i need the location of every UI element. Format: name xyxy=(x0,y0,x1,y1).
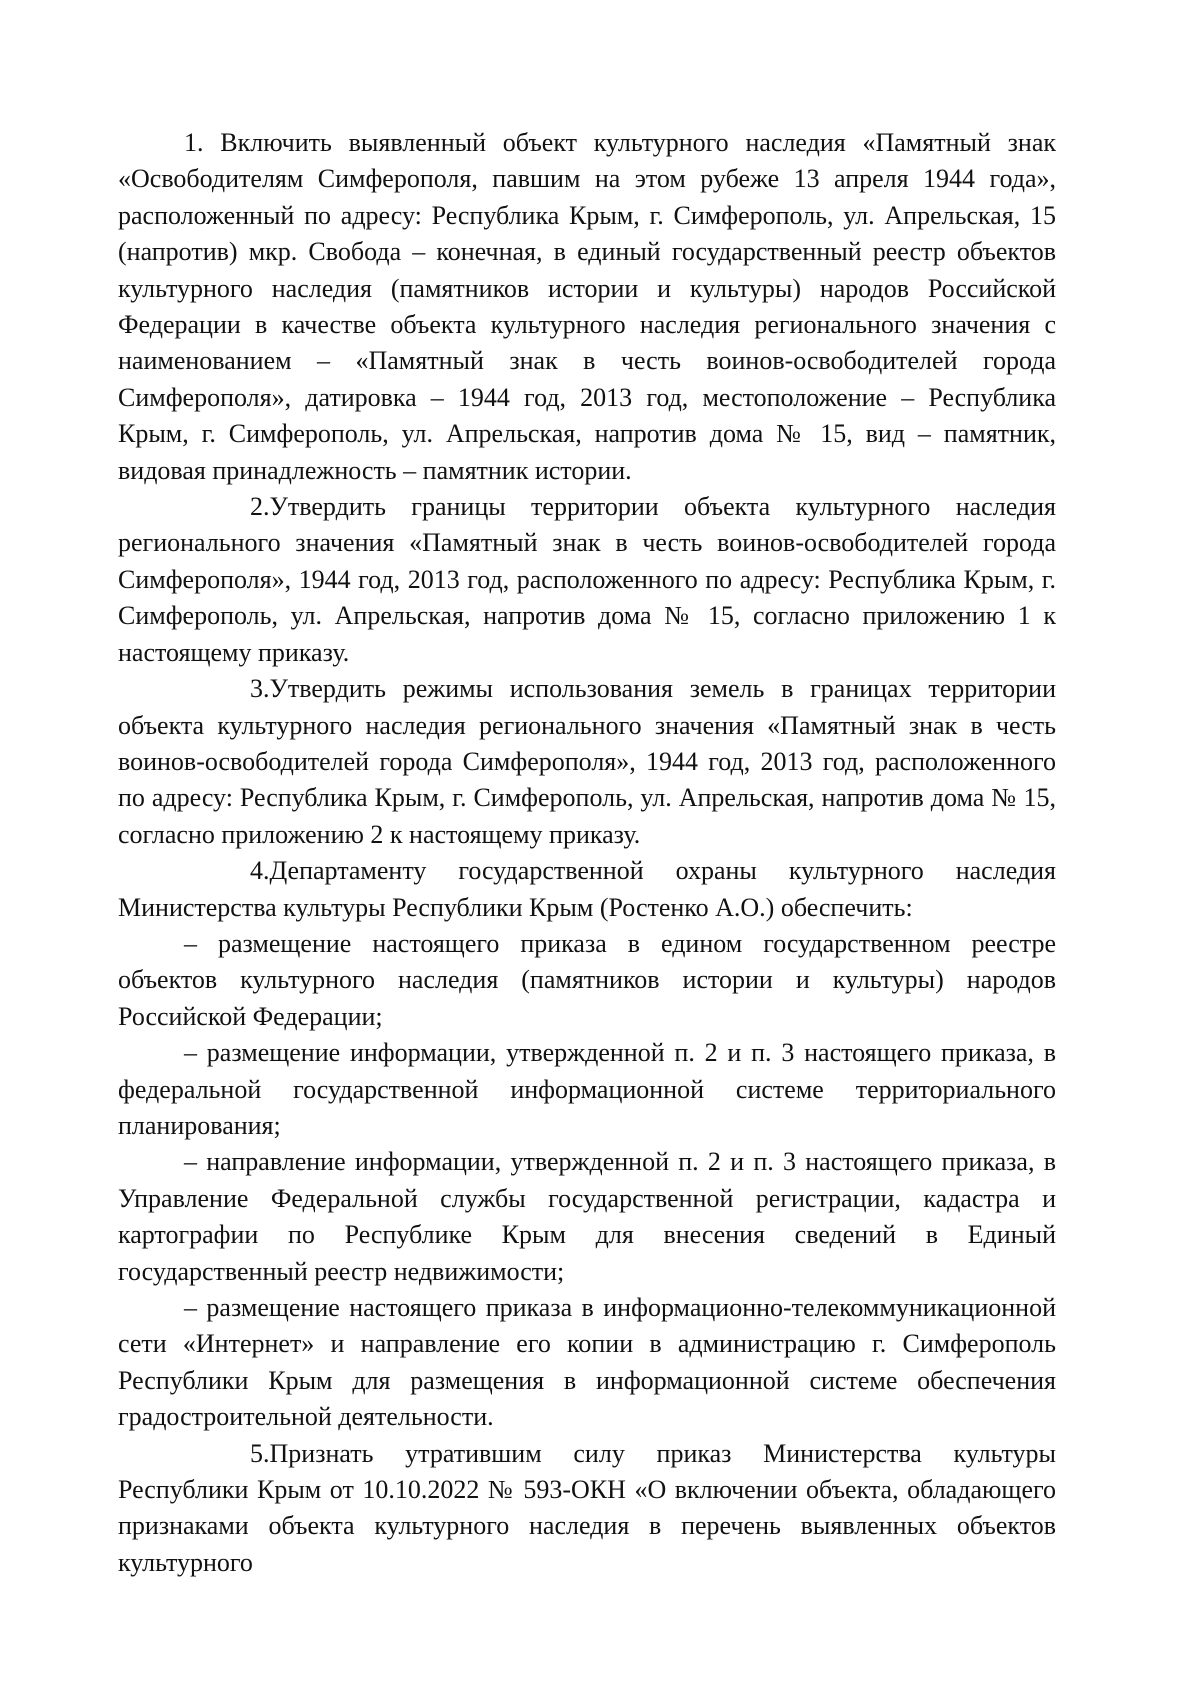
item-text: Утвердить режимы использования земель в границах территории объекта культурного наследия регионального значения «Памятный знак в честь воинов-освободителей города Симферополя», 1944 год, 2013 год, расположенного по адресу: Республика Крым, г. Симферополь, ул. Апрельская, напротив дома № 15, согласно приложению 2 к настоящему приказу. xyxy=(118,674,1056,849)
subitem-1: – размещение настоящего приказа в едином государственном реестре объектов культурного наследия (памятников истории и культуры) народов Российской Федерации; xyxy=(118,928,1056,1031)
item-text: Утвердить границы территории объекта культурного наследия регионального значения «Памятный знак в честь воинов-освободителей города Симферополя», 1944 год, 2013 год, расположенного по адресу: Республика Крым, г. Симферополь, ул. Апрельская, напротив дома № 15, согласно приложению 1 к настоящему приказу. xyxy=(118,492,1056,667)
item-number: 3. xyxy=(250,674,270,704)
item-text: Включить выявленный объект культурного наследия «Памятный знак «Освободителям Симферополя, павшим на этом рубеже 13 апреля 1944 года», расположенный по адресу: Республика Крым, г. Симферополь, ул. Апрельская, 15 (напротив) мкр. Свобода – конечная, в единый государственный реестр объектов культурного наследия (памятников истории и культуры) народов Российской Федерации в качестве объекта культурного наследия регионального значения с наименованием – «Памятный знак в честь воинов-освободителей города Симферополя», датировка – 1944 год, 2013 год, местоположение – Республика Крым, г. Симферополь, ул. Апрельская, напротив дома № 15, вид – памятник, видовая принадлежность – памятник истории. xyxy=(118,128,1056,485)
paragraph-item-1 xyxy=(118,125,1056,489)
paragraph-item-3 xyxy=(118,671,1056,853)
paragraph-item-5 xyxy=(118,1436,1056,1582)
item-text: Департаменту государственной охраны культурного наследия Министерства культуры Республики Крым (Ростенко А.О.) обеспечить: xyxy=(118,856,1056,922)
item-number: 2. xyxy=(250,492,270,522)
paragraph-item-4 xyxy=(118,853,1056,926)
item-text: Признать утратившим силу приказ Министерства культуры Республики Крым от 10.10.2022 № 593-ОКН «О включении объекта, обладающего признаками объекта культурного наследия в перечень выявленных объектов культурного xyxy=(118,1438,1056,1577)
paragraph-item-2 xyxy=(118,489,1056,671)
document-body xyxy=(118,125,1056,1581)
subitem-2: – размещение информации, утвержденной п. 2 и п. 3 настоящего приказа, в федеральной государственной информационной системе территориального планирования; xyxy=(118,1038,1056,1140)
item-number: 4. xyxy=(250,856,270,886)
subitem-3: – направление информации, утвержденной п. 2 и п. 3 настоящего приказа, в Управление Федеральной службы государственной регистрации, кадастра и картографии по Республике Крым для внесения сведений в Единый государственный реестр недвижимости; xyxy=(118,1147,1056,1286)
item-number: 1. xyxy=(184,128,204,157)
subitem-4: – размещение настоящего приказа в информационно-телекоммуникационной сети «Интернет» и направление его копии в администрацию г. Симферополь Республики Крым для размещения в информационной системе обеспечения градостроительной деятельности. xyxy=(118,1293,1056,1432)
item-number: 5. xyxy=(250,1438,270,1468)
